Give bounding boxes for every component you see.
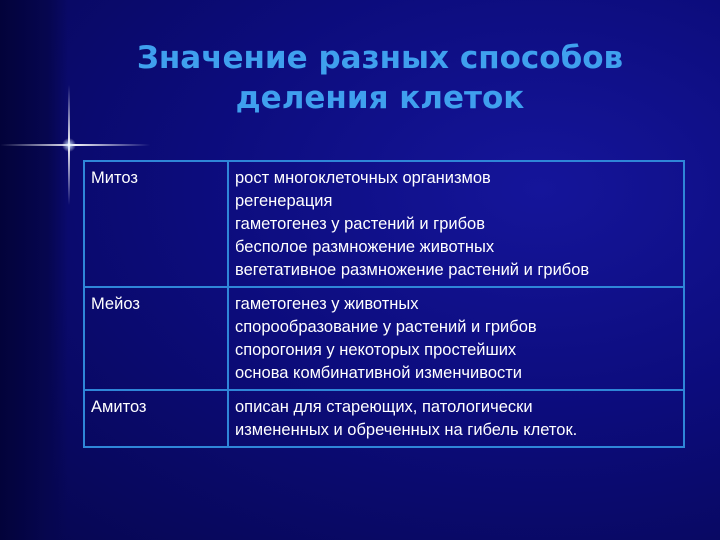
description-line: гаметогенез у животных (235, 295, 419, 313)
description-line: гаметогенез у растений и грибов (235, 215, 485, 233)
term-cell: Митоз (84, 161, 228, 287)
table-row (84, 287, 684, 390)
table-row (84, 390, 684, 447)
description-line: описан для стареющих, патологически (235, 398, 533, 416)
description-line: рост многоклеточных организмов (235, 169, 491, 187)
description-cell (228, 161, 684, 287)
description-line: регенерация (235, 192, 333, 210)
title-line-1: Значение разных способов (136, 40, 624, 76)
term-cell: Амитоз (84, 390, 228, 447)
table-row (84, 161, 684, 287)
term-cell: Мейоз (84, 287, 228, 390)
description-line: бесполое размножение животных (235, 238, 495, 256)
description-cell (228, 287, 684, 390)
description-line: основа комбинативной изменчивости (235, 364, 523, 382)
left-dark-band (0, 0, 68, 540)
description-line: вегетативное размножение растений и грибов (235, 261, 590, 279)
description-line: измененных и обреченных на гибель клеток. (235, 421, 578, 439)
description-cell (228, 390, 684, 447)
description-line: спорообразование у растений и грибов (235, 318, 537, 336)
slide-title (100, 38, 660, 118)
description-line: спорогония у некоторых простейших (235, 341, 517, 359)
title-line-2: деления клеток (235, 80, 525, 116)
sparkle-vertical-ray (68, 85, 70, 205)
cell-division-table (83, 160, 685, 448)
